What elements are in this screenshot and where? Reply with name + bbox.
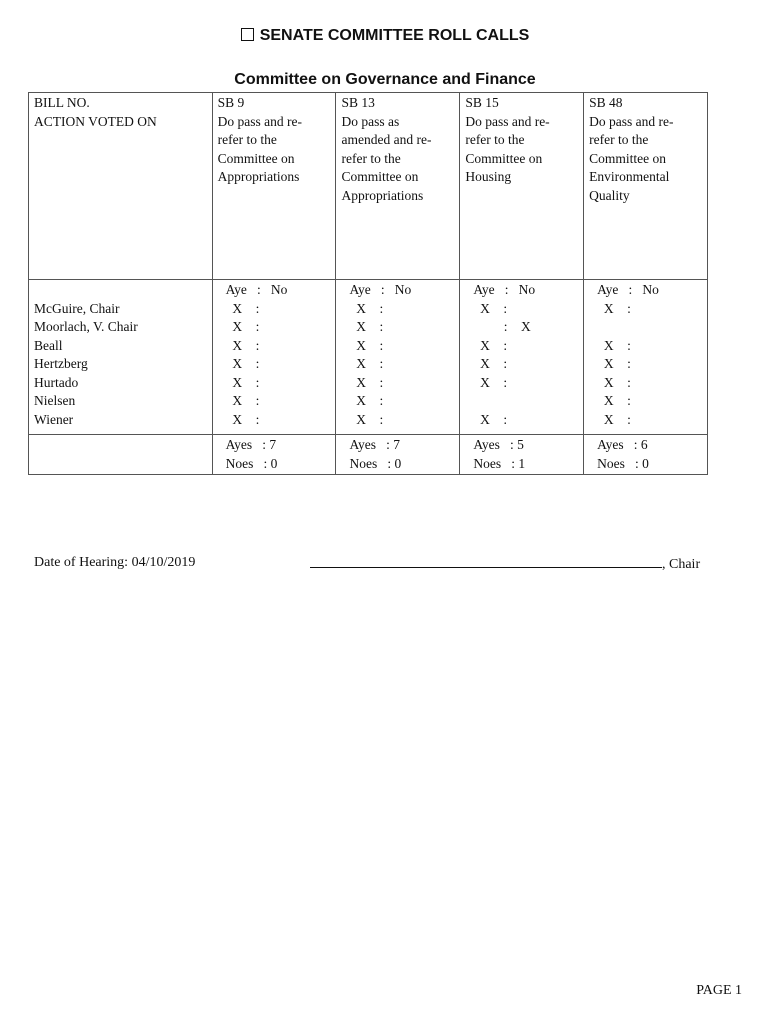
totals-sb15: [460, 435, 584, 475]
action-line: amended and re-: [341, 132, 432, 147]
bill-no-label: BILL NO.: [34, 95, 90, 110]
document-title-text: SENATE COMMITTEE ROLL CALLS: [259, 27, 530, 44]
bill-header-row: [29, 93, 708, 280]
bill-header-sb48: [584, 93, 708, 280]
member-name: Nielsen: [34, 393, 76, 408]
noes-total: Noes : 0: [597, 455, 649, 471]
ayes-total: Ayes : 7: [225, 437, 277, 452]
date-of-hearing: Date of Hearing: 04/10/2019: [34, 555, 196, 570]
signature-line: [310, 555, 662, 568]
action-line: refer to the: [589, 132, 649, 147]
vote-mark: X :: [473, 337, 508, 353]
votes-sb15: [460, 280, 584, 435]
vote-mark: X :: [349, 300, 384, 316]
ayes-total: Ayes : 5: [473, 437, 524, 452]
vote-mark: X :: [473, 300, 508, 316]
vote-mark: X :: [225, 356, 260, 371]
vote-mark: X :: [597, 300, 631, 316]
action-line: Do pass and re-: [589, 113, 674, 129]
chair-signature: [310, 555, 700, 573]
member-name: Hurtado: [34, 374, 79, 390]
vote-mark: X :: [225, 411, 260, 427]
vote-mark: X :: [597, 337, 631, 353]
vote-mark: X :: [597, 393, 631, 408]
chair-label: , Chair: [662, 557, 701, 572]
vote-mark: X :: [597, 356, 631, 371]
bill-number: SB 15: [465, 95, 499, 110]
totals-sb9: [212, 435, 336, 475]
vote-mark: X :: [349, 337, 384, 353]
action-line: refer to the: [217, 132, 277, 147]
vote-header: Aye : No: [349, 282, 412, 297]
action-line: Committee on: [341, 169, 419, 184]
bill-number: SB 48: [589, 95, 623, 110]
action-line: refer to the: [341, 150, 401, 166]
vote-mark: X :: [597, 374, 631, 390]
action-line: Committee on: [589, 150, 667, 166]
totals-sb13: [336, 435, 460, 475]
action-line: Do pass and re-: [465, 113, 550, 129]
bill-number: SB 9: [217, 95, 245, 110]
vote-mark: X :: [225, 300, 260, 316]
checkbox-icon: [241, 28, 254, 41]
bill-header-sb13: [336, 93, 460, 280]
bill-header-sb9: [212, 93, 336, 280]
vote-mark: : X: [473, 319, 531, 334]
vote-mark: X :: [473, 356, 508, 371]
vote-mark: X :: [473, 411, 508, 427]
vote-mark: X :: [225, 319, 260, 334]
vote-mark: [597, 318, 702, 337]
vote-header: Aye : No: [597, 282, 659, 297]
totals-sb48: [584, 435, 708, 475]
action-line: Do pass as: [341, 113, 400, 129]
bill-number: SB 13: [341, 95, 375, 110]
vote-header: Aye : No: [473, 282, 536, 297]
totals-label-cell: [29, 435, 213, 475]
vote-mark: X :: [349, 374, 384, 390]
action-line: Committee on: [465, 150, 543, 166]
noes-total: Noes : 1: [473, 455, 526, 471]
vote-mark: X :: [597, 411, 631, 427]
votes-sb48: [584, 280, 708, 435]
vote-mark: X :: [473, 374, 508, 390]
member-spacer: [34, 281, 207, 300]
member-names: [29, 280, 213, 435]
votes-row: [29, 280, 708, 435]
vote-mark: X :: [349, 393, 384, 408]
totals-row: [29, 435, 708, 475]
action-line: Appropriations: [341, 187, 424, 203]
vote-mark: X :: [349, 319, 384, 334]
votes-sb9: [212, 280, 336, 435]
action-line: refer to the: [465, 132, 525, 147]
roll-call-table: [28, 92, 708, 475]
committee-name: Committee on Governance and Finance: [234, 71, 536, 88]
vote-mark: [473, 392, 578, 411]
action-line: Quality: [589, 187, 630, 203]
noes-total: Noes : 0: [225, 455, 278, 471]
action-line: Environmental: [589, 169, 670, 184]
action-line: Appropriations: [217, 169, 300, 184]
member-name: Moorlach, V. Chair: [34, 319, 138, 334]
vote-header: Aye : No: [225, 282, 288, 297]
vote-mark: X :: [349, 411, 384, 427]
action-line: Do pass and re-: [217, 113, 303, 129]
document-title: [0, 27, 770, 45]
bill-header-sb15: [460, 93, 584, 280]
votes-sb13: [336, 280, 460, 435]
ayes-total: Ayes : 7: [349, 437, 400, 452]
ayes-total: Ayes : 6: [597, 437, 648, 452]
vote-mark: X :: [225, 337, 260, 353]
page-number: PAGE 1: [696, 983, 742, 998]
vote-mark: X :: [225, 374, 260, 390]
member-name: Hertzberg: [34, 356, 88, 371]
action-line: Committee on: [217, 150, 295, 166]
row-labels: [29, 93, 213, 280]
action-voted-on-label: ACTION VOTED ON: [34, 113, 157, 129]
member-name: McGuire, Chair: [34, 300, 120, 316]
member-name: Beall: [34, 337, 63, 353]
vote-mark: X :: [349, 356, 384, 371]
noes-total: Noes : 0: [349, 455, 402, 471]
vote-mark: X :: [225, 393, 260, 408]
action-line: Housing: [465, 169, 512, 184]
member-name: Wiener: [34, 411, 74, 427]
